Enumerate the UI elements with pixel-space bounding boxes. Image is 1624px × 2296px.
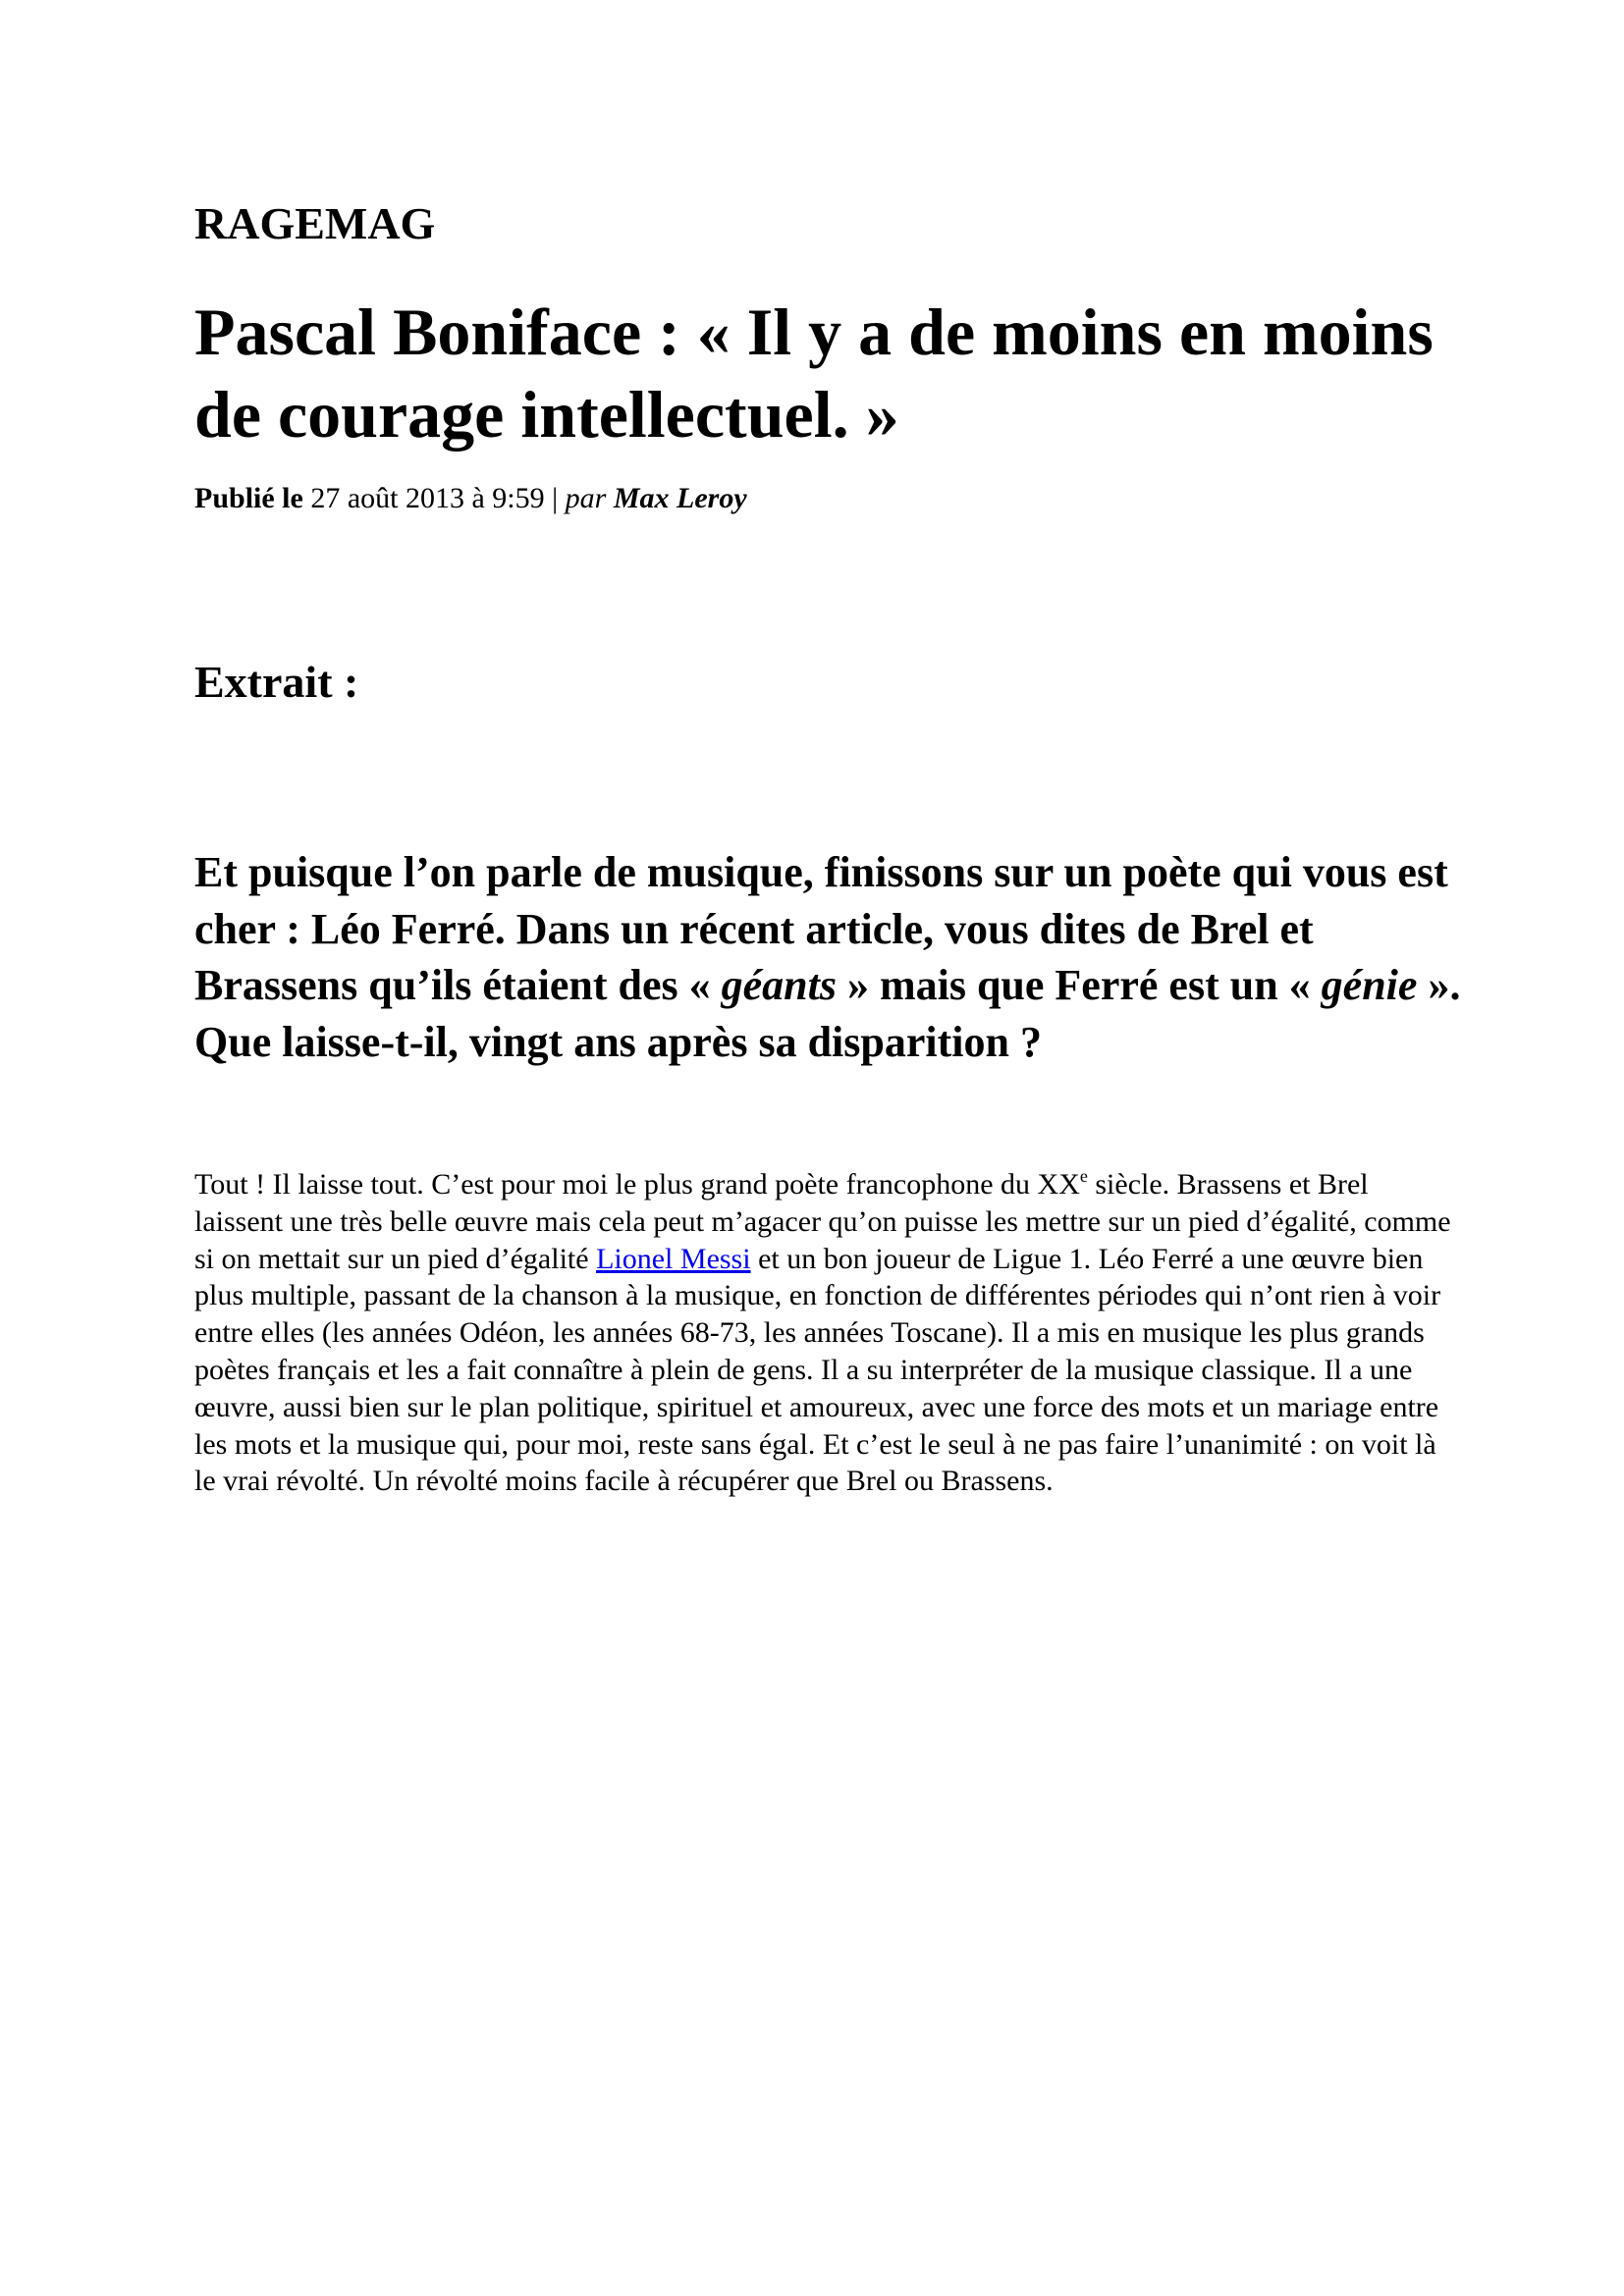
answer-text-2: siècle. Brassens et Brel laissent une très belle œuvre mais cela peut m’agacer qu’on puisse les mettre sur un pied d’égalité, comme si on mettait sur un pied d’égalité [194, 1168, 1451, 1275]
interview-question [194, 844, 1461, 1070]
answer-text-3: et un bon joueur de Ligue 1. Léo Ferré a une œuvre bien plus multiple, passant de la chanson à la musique, en fonction de différentes périodes qui n’ont rien à voir entre elles (les années Odéon, les années 68-73, les années Toscane). Il a mis en musique les plus grands poètes français et les a fait connaître à plein de gens. Il a su interpréter de la musique classique. Il a une œuvre, aussi bien sur le plan politique, spirituel et amoureux, avec une force des mots et un mariage entre les mots et la musique qui, pour moi, reste sans égal. Et c’est le seul à ne pas faire l’unanimité : on voit là le vrai révolté. Un révolté moins facile à récupérer que Brel ou Brassens. [194, 1242, 1441, 1498]
answer-text-1: Tout ! Il laisse tout. C’est pour moi le plus grand poète francophone du XX [194, 1168, 1080, 1201]
author-name: Max Leroy [613, 482, 747, 514]
publication-name: RAGEMAG [194, 198, 436, 248]
published-label: Publié le [194, 482, 303, 514]
by-label: par [565, 482, 607, 514]
publish-date: 27 août 2013 à 9:59 [310, 482, 545, 514]
section-title: Extrait : [194, 657, 359, 707]
question-italic-genie: génie [1321, 961, 1418, 1009]
century-superscript: e [1079, 1166, 1088, 1186]
byline [194, 479, 747, 518]
question-part-3: ». Que laisse-t-il, vingt ans après sa disparition ? [194, 961, 1461, 1066]
article-headline: Pascal Boniface : « Il y a de moins en moins de courage intellectuel. » [194, 294, 1434, 452]
lionel-messi-link[interactable]: Lionel Messi [596, 1242, 751, 1275]
question-part-2: » mais que Ferré est un « [846, 961, 1311, 1009]
byline-separator: | [552, 482, 559, 514]
question-italic-geants: géants [721, 961, 837, 1009]
interview-answer [194, 1166, 1461, 1500]
question-part-1: Et puisque l’on parle de musique, finissons sur un poète qui vous est cher : Léo Ferré. Dans un récent article, vous dites de Brel et Brassens qu’ils étaient des « [194, 848, 1448, 1009]
